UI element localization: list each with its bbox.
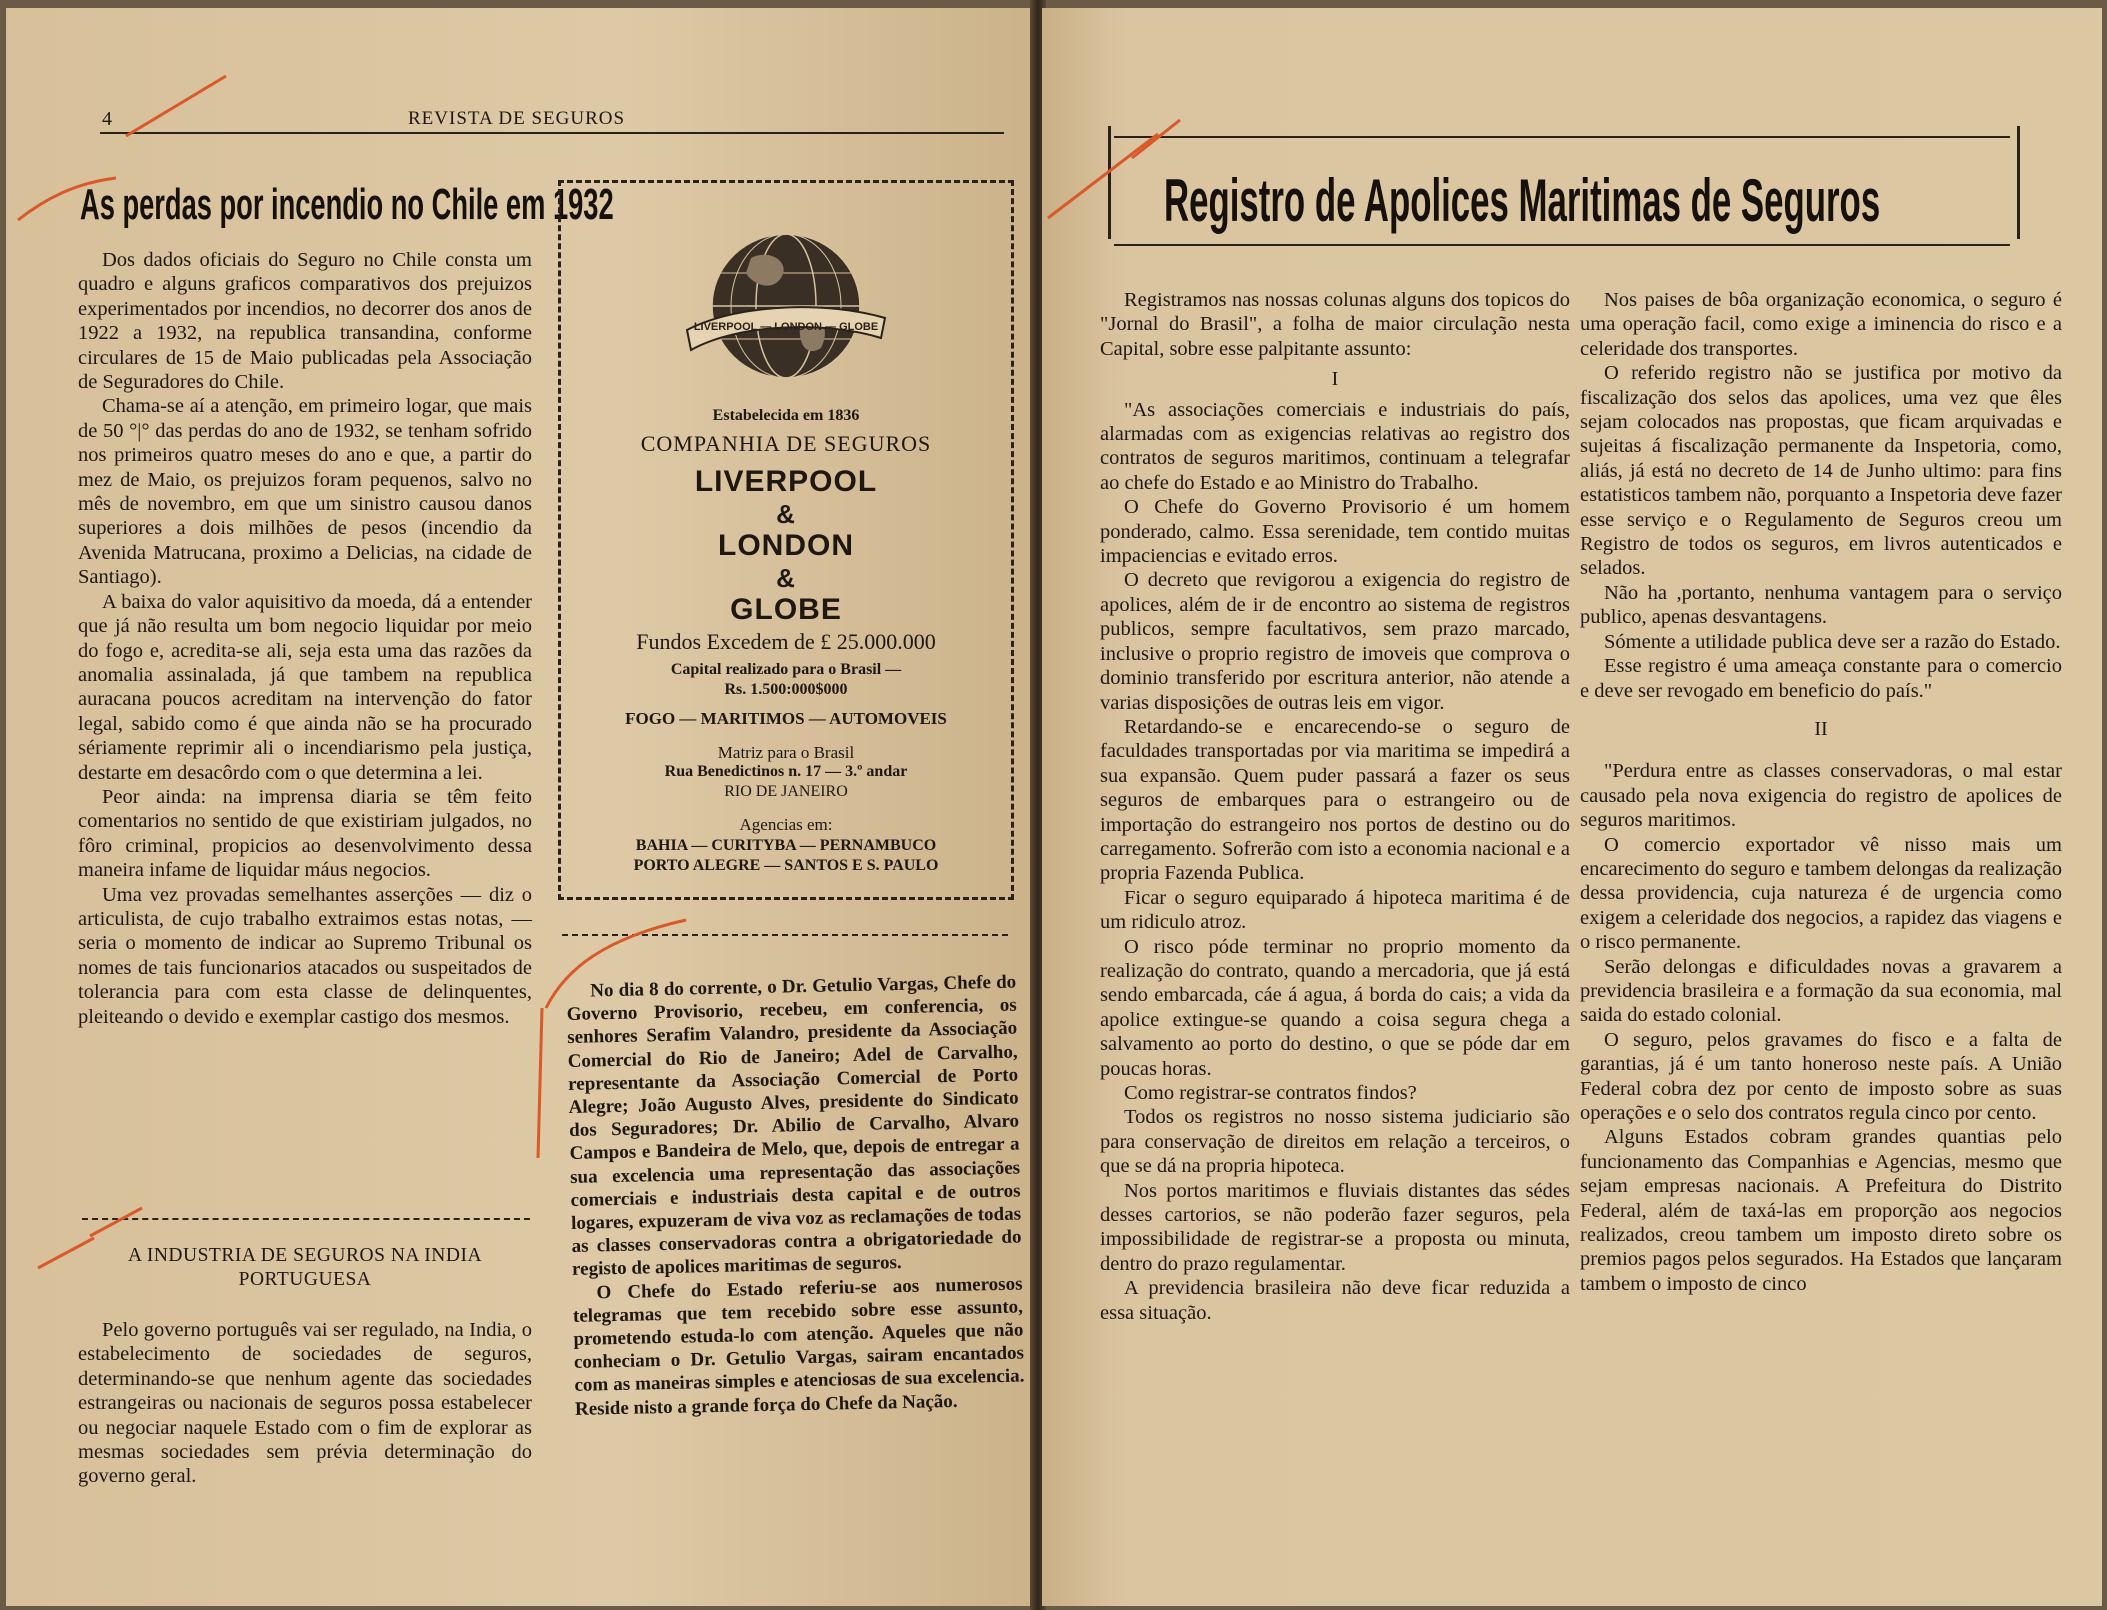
pencil-mark	[1132, 120, 1180, 158]
paragraph: O referido registro não se justifica por motivo da fiscalização dos selos das apolices, uma vez que êles sejam colocados nas propostas, que ficam arquivadas e sujeitas á fiscalização permanente da Inspetoria, como, aliás, já está no decreto de 14 de Junho ultimo: para fins estatisticos tambem não, porquanto a Inspetoria deve fazer esse serviço e o Regulamento de Seguros creou um Registro de todos os seguros, em livros autenticados e selados.	[1580, 362, 2062, 580]
paragraph: Uma vez provadas semelhantes asserções — diz o articulista, de cujo trabalho extraimos estas notas, — seria o momento de indicar ao Supremo Tribunal os nomes de tais funcionarios atacados ou suspeitados de tolerancia para com esta classe de delinquentes, pleiteando o devido e exemplar castigo dos mesmos.	[78, 883, 532, 1028]
article-title: Registro de Apolices Maritimas de Seguros	[1164, 167, 1881, 234]
paragraph: A baixa do valor aquisitivo da moeda, dá a entender que já não resulta um bom negocio liquidar por meio do fogo e, acredita-se ali, seja esta uma das razões da anomalia assinalada, já que tambem na republica auracana poucos acreditam na intervenção do fator legal, sabido como é que ainda não se ha procurado sériamente reprimir ali o incendiarismo pela justiça, destarte em desacôrdo com o que determina a lei.	[78, 590, 532, 784]
pencil-mark	[90, 1208, 142, 1236]
page-number: 4	[102, 108, 112, 130]
paragraph: O comercio exportador vê nisso mais um encarecimento do seguro e tambem delongas da realização dessa providencia, cuja natureza é de urgencia como exigem a celeridade dos negocios, a rapidez das viagens e o risco permanente.	[1580, 833, 2062, 954]
company-line: COMPANHIA DE SEGUROS	[640, 431, 932, 456]
capital-line: Capital realizado para o Brasil —	[670, 661, 902, 678]
pencil-mark	[546, 920, 686, 1008]
paragraph: Serão delongas e dificuldades novas a gravarem a previdencia brasileira e a formação da sua economia, mal saida do estado colonial.	[1580, 955, 2062, 1027]
brand-globe: GLOBE	[730, 593, 842, 626]
paragraph: O seguro, pelos gravames do fisco e a falta de garantias, já é um tanto honeroso neste país. A União Federal cobra dez por cento de imposto sobre as suas operações e o selo dos contratos regula cinco por cento.	[1580, 1028, 2062, 1124]
paragraph: O Chefe do Governo Provisorio é um homem ponderado, calmo. Essa serenidade, tem contido muitas impaciencias e evitado erros.	[1100, 496, 1570, 568]
established-line: Estabelecida em 1836	[712, 407, 860, 424]
pencil-mark	[18, 178, 116, 220]
pencil-mark	[38, 1238, 94, 1268]
paragraph: Não ha ,portanto, nenhuma vantagem para o serviço publico, apenas desvantagens.	[1580, 581, 2062, 629]
capital-line: Rs. 1.500:000$000	[724, 681, 848, 698]
paragraph: O decreto que revigorou a exigencia do registro de apolices, além de ir de encontro ao sistema de registros publicos, sempre facultativos, sem prazo marcado, inclusive o proprio registro de imoveis que comprova o dominio transferido por escritura anterior, não atende a varias disposições de outras leis em vigor.	[1100, 569, 1570, 714]
paragraph: A previdencia brasileira não deve ficar reduzida a essa situação.	[1100, 1277, 1570, 1324]
paragraph: Alguns Estados cobram grandes quantias pelo funcionamento das Companhias e Agencias, mesmo que sejam empresas nacionais. A Prefeitura do Distrito Federal, além de taxá-las em proporção aos negocios realizados, creou tambem um imposto direto sobre os premios pagos pelos segurados. Ha Estados que lançaram tambem o imposto de cinco	[1580, 1126, 2062, 1295]
paragraph: No dia 8 do corrente, o Dr. Getulio Vargas, Chefe do Governo Provisorio, recebeu, em conferencia, os senhores Serafim Valandro, presidente da Associação Comercial do Rio de Janeiro; Adel de Carvalho, representante da Associação Comercial de Porto Alegre; João Augusto Alves, presidente do Sindicato dos Seguradores; Dr. Abilio de Carvalho, Alvaro Campos e Bandeira de Melo, que, depois de entregar a sua excelencia uma representação das associações comerciais e industriais desta capital e de outros logares, expuzeram de viva voz as reclamações de todas as classes conservadoras contra a obrigatoriedade do registo de apolices maritimas de seguros.	[566, 971, 1022, 1281]
paragraph: Retardando-se e encarecendo-se o seguro de faculdades transportadas por via maritima se impedirá a sua expansão. Quem puder passará a fazer os seus seguros de embarques para o estrangeiro ou de importação do estrangeiro nos portos de destino ou do carregamento. Sofrerão com isto a economia nacional e a propria Fazenda Publica.	[1100, 715, 1570, 885]
pencil-marks	[6, 8, 1036, 1606]
paragraph: "Perdura entre as classes conservadoras, o mal estar causado pela nova exigencia do registro de apolices de seguros maritimos.	[1580, 760, 2062, 832]
section-title-line: A INDUSTRIA DE SEGUROS NA INDIA	[127, 1245, 483, 1266]
paragraph: Nos portos maritimos e fluviais distantes das sédes desses cartorios, se não poderão fazer seguros, pela impossibilidade de registrar-se a proposta ou minuta, dentro do prazo regulamentar.	[1100, 1179, 1570, 1275]
paragraph: Ficar o seguro equiparado á hipoteca maritima é de um ridiculo atroz.	[1100, 886, 1570, 934]
section-number: I	[1331, 368, 1339, 391]
globe-banner: LIVERPOOL — LONDON — GLOBE	[693, 321, 879, 333]
paragraph: O risco póde terminar no proprio momento da realização do contrato, quando a mercadoria, que já está sendo embarcada, cáe á agua, á borda do cais; a vida da apolice extingue-se quando a coisa segura chega a salvamento ao porto do destino, o que se póde dar em poucas horas.	[1100, 935, 1570, 1080]
paragraph: Esse registro é uma ameaça constante para o comercio e deve ser revogado em beneficio do país."	[1580, 655, 2062, 702]
paragraph: Peor ainda: na imprensa diaria se têm feito comentarios no sentido de que existiriam julgados, no fôro criminal, propicios ao desenvolvimento dessa maneira infame de liquidar máus negocios.	[78, 785, 532, 882]
paragraph: Todos os registros no nosso sistema judiciario são para conservação de direitos em relação a terceiros, o que se dá na propria hipoteca.	[1100, 1106, 1570, 1178]
right-page	[1042, 8, 2102, 1606]
running-head: REVISTA DE SEGUROS	[408, 108, 626, 129]
agencies-label: Agencias em:	[739, 815, 833, 834]
left-page	[6, 8, 1036, 1606]
brand-london: LONDON	[718, 529, 854, 562]
lines-of-business: FOGO — MARITIMOS — AUTOMOVEIS	[625, 709, 947, 728]
paragraph: Pelo governo português vai ser regulado, na India, o estabelecimento de sociedades de seguros, determinando-se que nenhum agente das sociedades estrangeiras ou nacionais de seguros possa estabelecer ou negociar naquele Estado com o fim de explorar as mesmas sociedades sem prévia determinação do governo geral.	[78, 1319, 532, 1488]
paragraph: "As associações comerciais e industriais do país, alarmadas com as exigencias relativas ao registro dos contratos de seguros maritimos, continuam a telegrafar ao chefe do Estado e ao Ministro do Trabalho.	[1100, 398, 1570, 494]
agencies-line: BAHIA — CURITYBA — PERNAMBUCO	[635, 837, 937, 854]
brand-liverpool: LIVERPOOL	[694, 465, 878, 498]
agencies-line: PORTO ALEGRE — SANTOS E S. PAULO	[633, 857, 939, 874]
hq-line: RIO DE JANEIRO	[724, 783, 848, 800]
pencil-mark	[538, 1008, 542, 1158]
paragraph: Dos dados oficiais do Seguro no Chile consta um quadro e alguns graficos comparativos dos prejuizos experimentados por incendios, no decorrer dos anos de 1922 a 1932, na republica transandina, conforme circulares de 15 de Maio publicadas pela Associação de Seguradores do Chile.	[78, 249, 532, 394]
brand-ampersand: &	[776, 563, 796, 593]
section-title-line: PORTUGUESA	[238, 1269, 372, 1290]
hq-line: Matriz para o Brasil	[717, 743, 855, 762]
pencil-mark	[1048, 134, 1158, 218]
paragraph: Chama-se aí a atenção, em primeiro logar, que mais de 50 °|° das perdas do ano de 1932, se tenham sofrido nos primeiros quatro meses do ano e que, a partir do mez de Maio, os prejuizos foram pequenos, salvo no mês de novembro, em que um sinistro causou danos superiores a dois milhões de pesos (incendio da Avenida Matrucana, proximo a Delicias, na cidade de Santiago).	[78, 395, 532, 589]
article-title: As perdas por incendio no Chile em 1932	[80, 180, 614, 229]
hq-line: Rua Benedictinos n. 17 — 3.º andar	[664, 763, 908, 780]
paragraph: Registramos nas nossas colunas alguns dos topicos do "Jornal do Brasil", a folha de maior circulação nesta Capital, sobre esse palpitante assunto:	[1100, 289, 1570, 360]
paragraph: O Chefe do Estado referiu-se aos numerosos telegramas que tem recebido sobre esse assunto, prometendo estuda-lo com atenção. Aqueles que não conheciam o Dr. Getulio Vargas, sairam encantados com as maneiras simples e atenciosas de sua excelencia. Reside nisto a grande força do Chefe da Nação.	[572, 1273, 1025, 1420]
paragraph: Sómente a utilidade publica deve ser a razão do Estado.	[1604, 630, 2061, 653]
pencil-mark	[126, 76, 226, 136]
paragraph: Como registrar-se contratos findos?	[1124, 1082, 1417, 1104]
funds-line: Fundos Excedem de £ 25.000.000	[636, 629, 936, 654]
brand-ampersand: &	[776, 499, 796, 529]
paragraph: Nos paises de bôa organização economica, o seguro é uma operação facil, como exige a iminencia do risco e a celeridade dos transportes.	[1580, 289, 2062, 360]
pencil-marks	[1042, 8, 2102, 1606]
section-number: II	[1814, 717, 1828, 740]
